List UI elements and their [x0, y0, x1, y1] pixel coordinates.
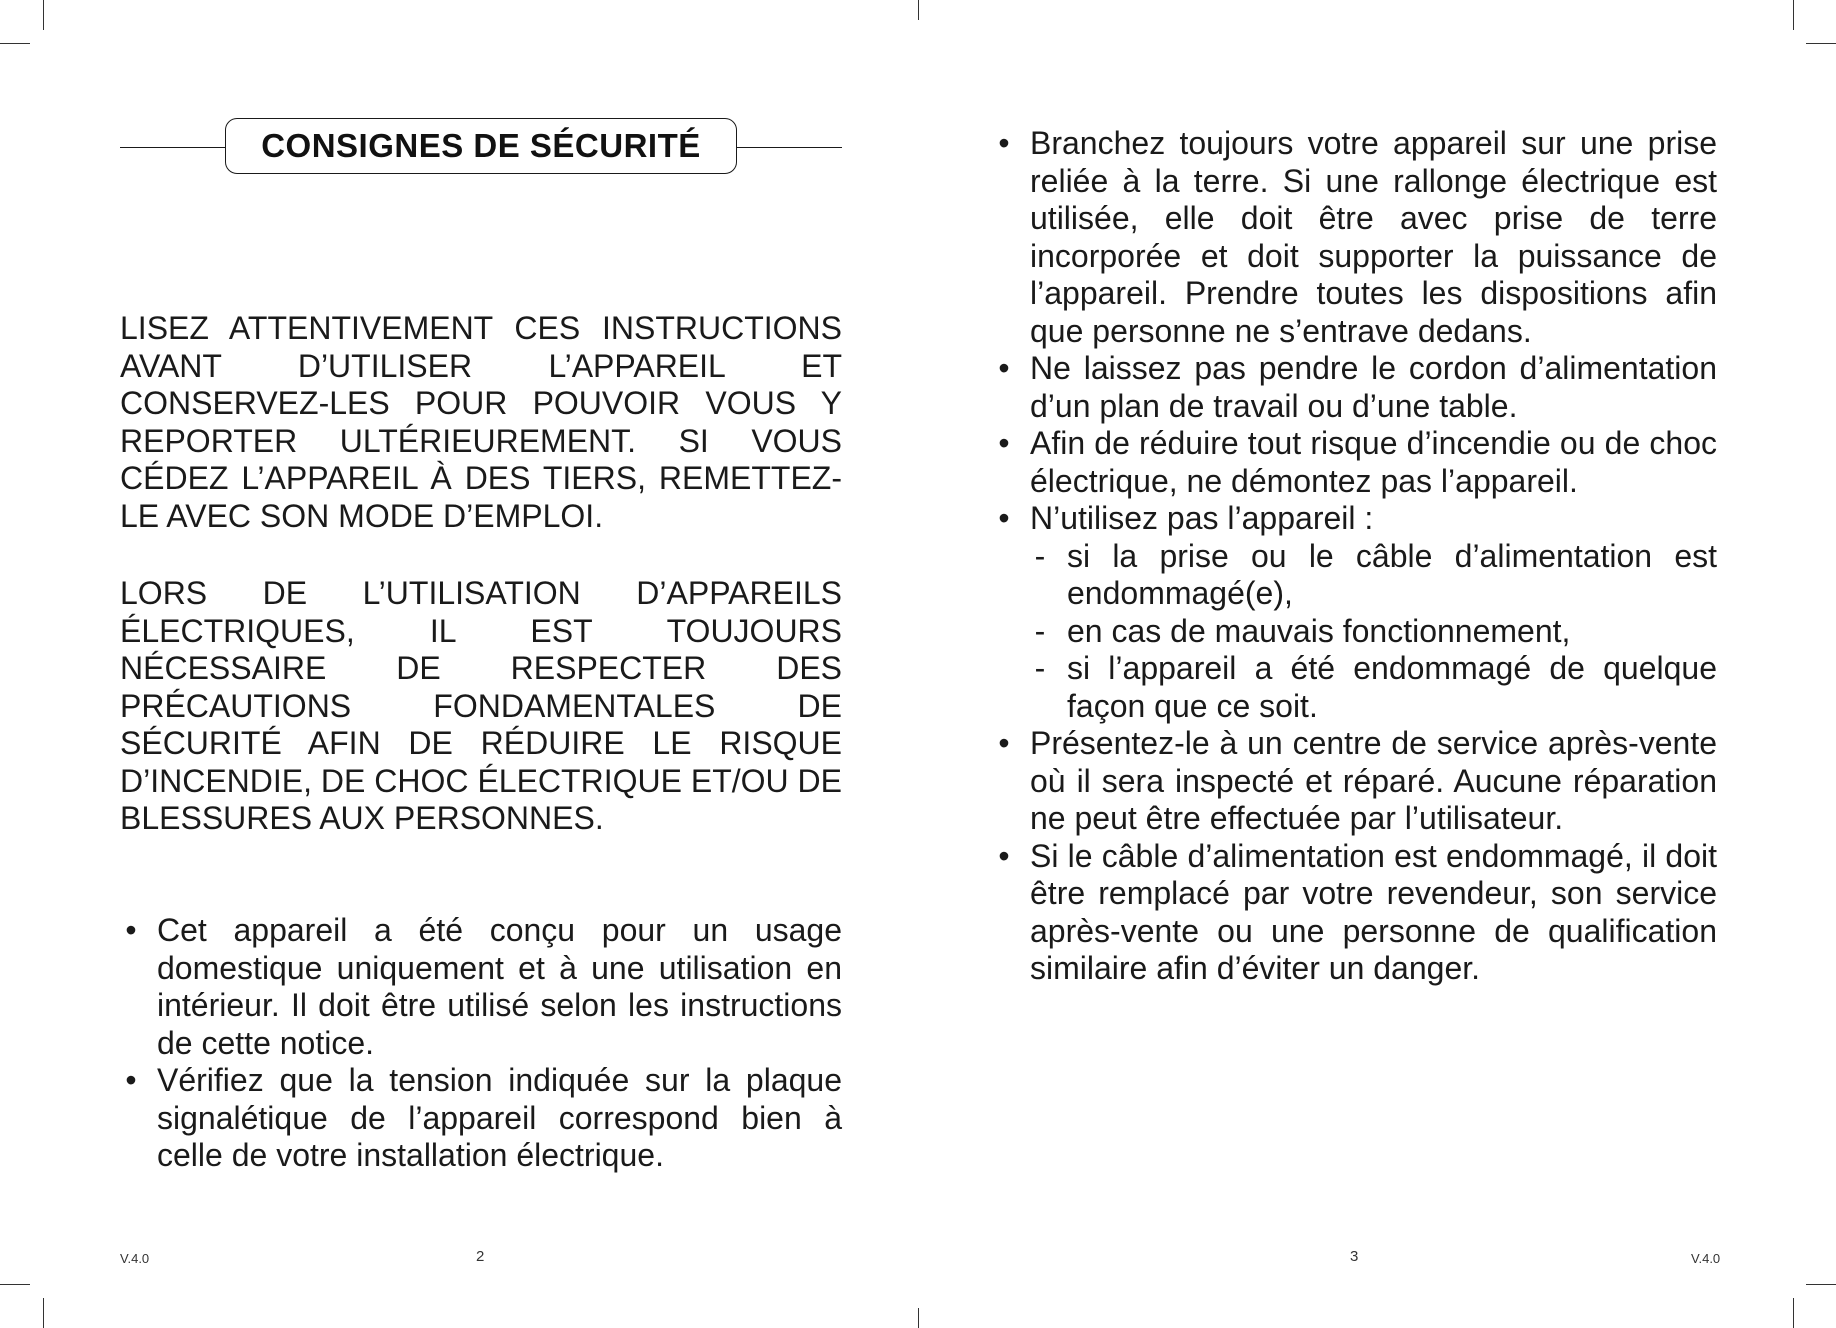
bullet-icon: •	[125, 912, 137, 948]
footer-version: V.4.0	[1691, 1251, 1721, 1266]
list-item-text: Cet appareil a été conçu pour un usage domestique uniquement et à une utilisation en intérieur. Il doit être utilisé selon les instructions de cette notice.	[157, 912, 842, 1061]
list-item	[120, 1062, 842, 1175]
crop-mark-bottom-right-h	[1806, 1284, 1836, 1285]
bullet-icon: •	[998, 125, 1010, 161]
sub-list-item-text: si la prise ou le câble d’alimentation est endommagé(e),	[1067, 537, 1717, 611]
title-rule-left	[120, 147, 226, 148]
title-rule-right	[736, 147, 842, 148]
crop-mark-bottom-left-v	[43, 1298, 44, 1328]
intro-paragraph-2: LORS DE L’UTILISATION D’APPAREILS ÉLECTRIQUES, IL EST TOUJOURS NÉCESSAIRE DE RESPECTER DES PRÉCAUTIONS FONDAMENTALES DE SÉCURITÉ AFIN DE RÉDUIRE LE RISQUE D’INCENDIE, DE CHOC ÉLECTRIQUE ET/OU DE BLESSURES AUX PERSONNES.	[120, 575, 842, 836]
right-page	[993, 0, 1721, 1328]
bullet-icon: •	[998, 500, 1010, 536]
crop-mark-top-right-v	[1793, 0, 1794, 30]
right-bullet-list	[993, 125, 1717, 988]
intro-paragraph-1: LISEZ ATTENTIVEMENT CES INSTRUCTIONS AVANT D’UTILISER L’APPAREIL ET CONSERVEZ-LES POUR POUVOIR VOUS Y REPORTER ULTÉRIEUREMENT. SI VOUS CÉDEZ L’APPAREIL À DES TIERS, REMETTEZ-LE AVEC SON MODE D’EMPLOI.	[120, 310, 842, 534]
bullet-icon: •	[998, 350, 1010, 386]
list-item-text: Vérifiez que la tension indiquée sur la plaque signalétique de l’appareil correspond bien à celle de votre installation électrique.	[157, 1062, 842, 1173]
sub-list	[1030, 538, 1717, 726]
list-item	[993, 350, 1717, 425]
list-item	[120, 912, 842, 1062]
section-header	[120, 118, 842, 176]
bullet-icon: •	[998, 837, 1010, 874]
list-item-text: N’utilisez pas l’appareil :	[1030, 500, 1374, 536]
page-number: 2	[476, 1248, 485, 1265]
section-title: CONSIGNES DE SÉCURITÉ	[225, 118, 737, 174]
list-item-text: Présentez-le à un centre de service après-vente où il sera inspecté et réparé. Aucune réparation ne peut être effectuée par l’utilisateur.	[1030, 725, 1717, 836]
list-item-text: Si le câble d’alimentation est endommagé, il doit être remplacé par votre revendeur, son service après-vente ou une personne de qualification similaire afin d’éviter un danger.	[1030, 837, 1717, 986]
crop-mark-bottom-left-h	[0, 1284, 30, 1285]
sub-list-item	[1030, 650, 1717, 725]
list-item	[993, 725, 1717, 838]
crop-mark-bottom-center-v	[918, 1308, 919, 1328]
bullet-icon: •	[998, 725, 1010, 761]
bullet-icon: •	[125, 1062, 137, 1098]
list-item	[993, 838, 1717, 988]
dash-icon: -	[1034, 612, 1046, 649]
dash-icon: -	[1034, 537, 1046, 574]
crop-mark-top-right-h	[1806, 43, 1836, 44]
crop-mark-top-center-v	[918, 0, 919, 20]
list-item-text: Branchez toujours votre appareil sur une prise reliée à la terre. Si une rallonge électrique est utilisée, elle doit être avec prise de terre incorporée et doit supporter la puissance de l’appareil. Prendre toutes les dispositions afin que personne ne s’entrave dedans.	[1030, 125, 1717, 349]
left-page	[120, 0, 842, 1328]
sub-list-item-text: si l’appareil a été endommagé de quelque façon que ce soit.	[1067, 650, 1717, 724]
footer-version: V.4.0	[120, 1251, 150, 1266]
sub-list-item	[1030, 538, 1717, 613]
sub-list-item-text: en cas de mauvais fonctionnement,	[1067, 612, 1571, 649]
list-item-text: Afin de réduire tout risque d’incendie ou de choc électrique, ne démontez pas l’appareil.	[1030, 425, 1717, 499]
sub-list-item	[1030, 613, 1717, 651]
crop-mark-top-left-h	[0, 43, 30, 44]
page-number: 3	[1350, 1248, 1359, 1265]
left-bullet-list	[120, 912, 842, 1175]
list-item-text: Ne laissez pas pendre le cordon d’alimentation d’un plan de travail ou d’une table.	[1030, 350, 1717, 424]
list-item	[993, 425, 1717, 500]
crop-mark-top-left-v	[43, 0, 44, 30]
bullet-icon: •	[998, 425, 1010, 461]
list-item	[993, 125, 1717, 350]
crop-mark-bottom-right-v	[1793, 1298, 1794, 1328]
dash-icon: -	[1034, 650, 1046, 686]
list-item	[993, 500, 1717, 725]
